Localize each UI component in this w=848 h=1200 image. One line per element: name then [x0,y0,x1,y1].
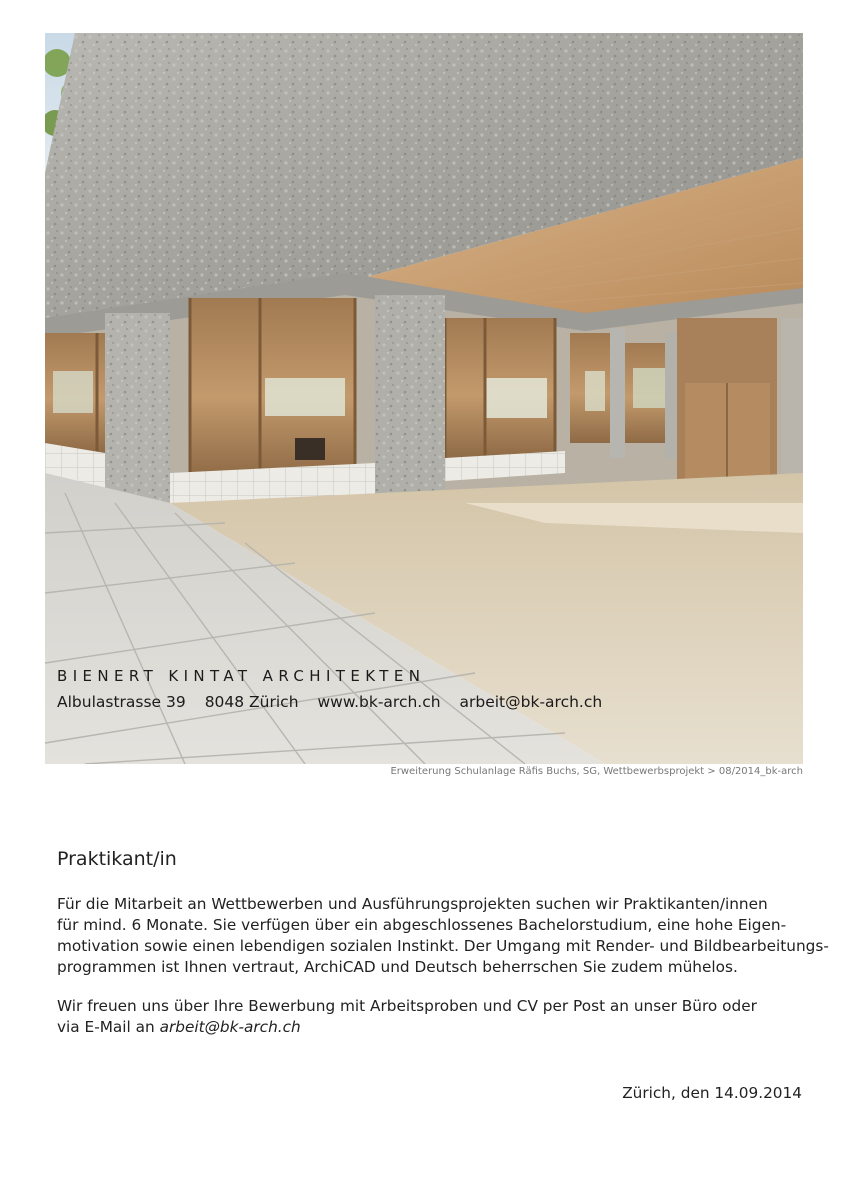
description-line: Für die Mitarbeit an Wettbewerben und Ausführungsprojekten suchen wir Praktikanten/innen [57,895,768,913]
address-email[interactable]: arbeit@bk-arch.ch [459,693,603,711]
application-email-link[interactable]: arbeit@bk-arch.ch [159,1018,301,1036]
firm-name: BIENERT KINTAT ARCHITEKTEN [57,667,426,685]
address-street: Albulastrasse 39 [57,693,186,711]
instructions-line: Wir freuen uns über Ihre Bewerbung mit Arbeitsproben und CV per Post an unser Büro oder [57,997,757,1015]
image-caption: Erweiterung Schulanlage Räfis Buchs, SG, Wettbewerbsprojekt > 08/2014_bk-arch [390,766,803,777]
job-description [57,894,829,978]
description-line: programmen ist Ihnen vertraut, ArchiCAD und Deutsch beherrschen Sie zudem mühelos. [57,958,738,976]
hero-rendering [45,33,803,764]
description-line: für mind. 6 Monate. Sie verfügen über ein abgeschlossenes Bachelorstudium, eine hohe Eigen- [57,916,787,934]
instructions-prefix: via E-Mail an [57,1018,160,1036]
dateline: Zürich, den 14.09.2014 [622,1084,802,1102]
architectural-rendering-image [45,33,803,764]
firm-address [57,693,612,711]
job-title: Praktikant/in [57,848,177,870]
address-website[interactable]: www.bk-arch.ch [317,693,441,711]
application-instructions [57,996,817,1038]
address-city: 8048 Zürich [204,693,299,711]
description-line: motivation sowie einen lebendigen sozialen Instinkt. Der Umgang mit Render- und Bildbearbeitungs- [57,937,829,955]
instructions-line-2 [57,1017,817,1038]
